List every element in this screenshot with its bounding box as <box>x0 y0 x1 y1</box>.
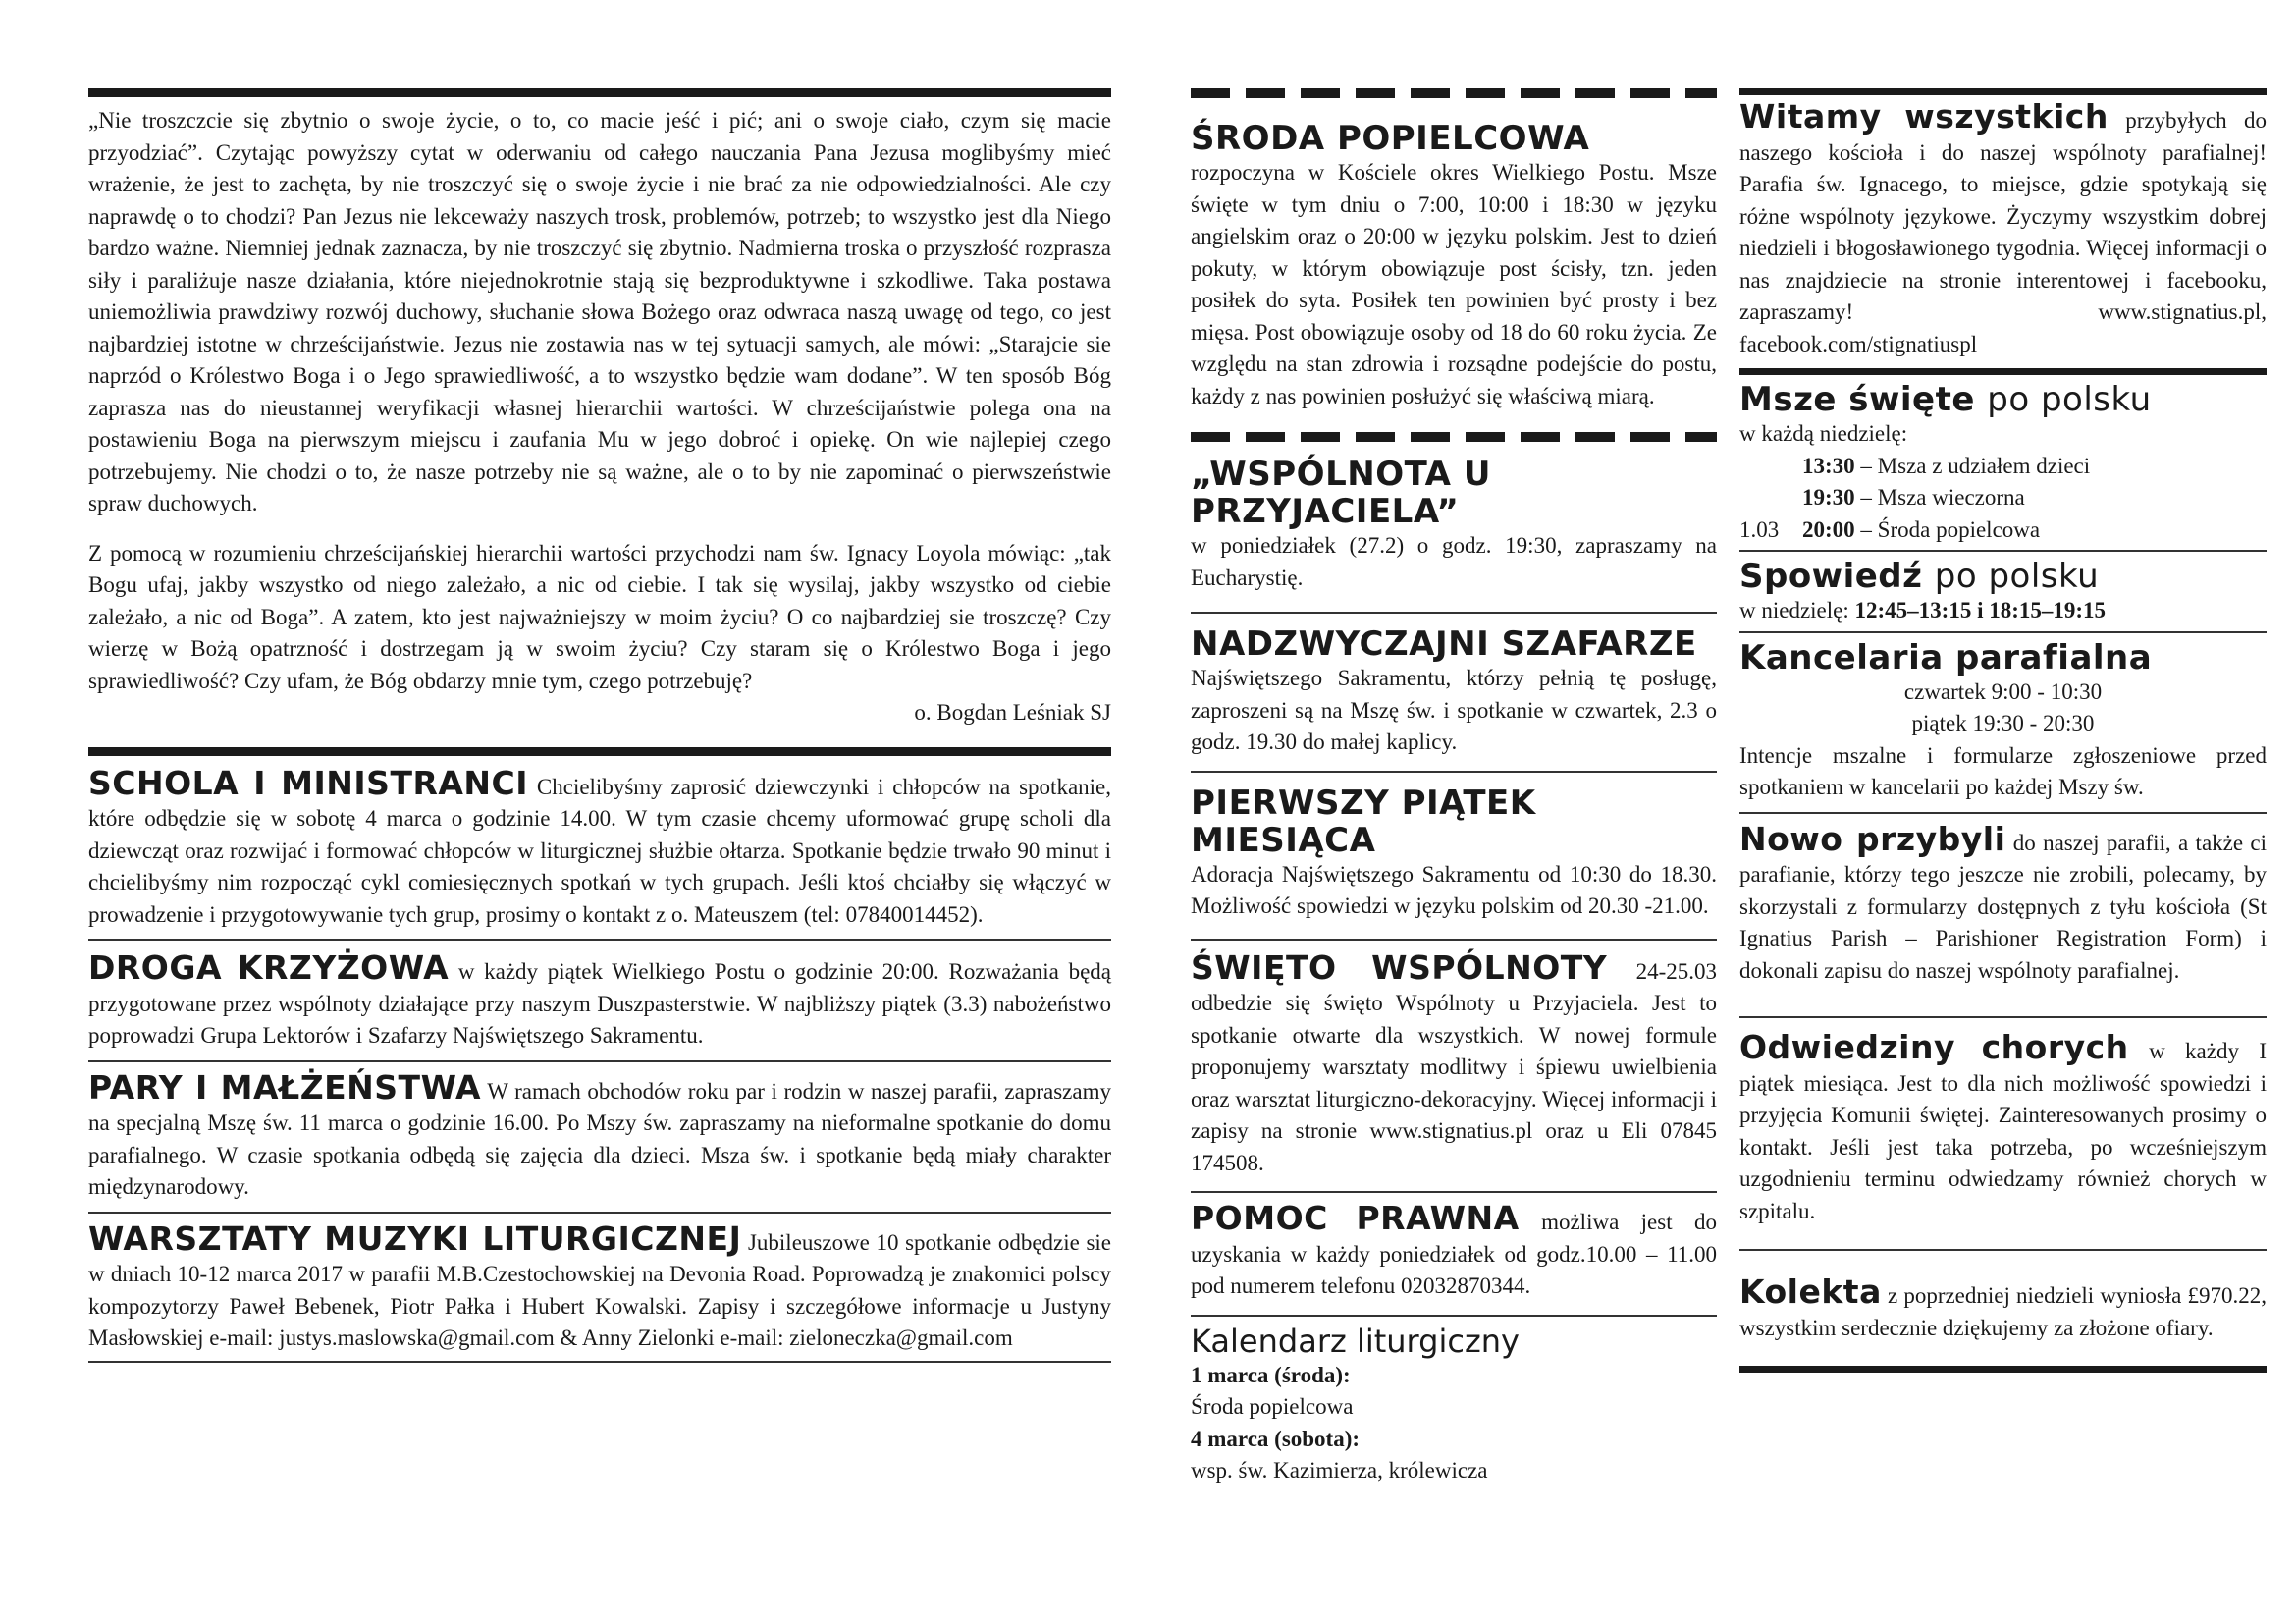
piatek-text: Adoracja Najświętszego Sakramentu od 10:30 do 18.30. Możliwość spowiedzi w języku polskim od 20.30 -21.00. <box>1191 861 1717 918</box>
spowiedz-title: Spowiedź po polsku <box>1739 557 2100 596</box>
intro-paragraph-2: Z pomocą w rozumieniu chrześcijańskiej hierarchii wartości przychodzi nam św. Ignacy Loyola mówiąc: „tak Bogu ufaj, jakby wszystko od niego zależało, a nic od ciebie. I tak się wysilaj, jakby wszystko od ciebie zależało, a nic od Boga”. A zatem, kto jest najważniejszy w moim życiu? O co najbardziej sie troszczę? Czy wierzę w Bożą opatrzność i dostrzegam ją w swoim życiu? Czy staram się o Królestwo Boga i jego sprawiedliwość? Czy ufam, że Bóg obdarzy mnie tym, czego potrzebuję? <box>88 540 1111 693</box>
warsztaty-text: Jubileuszowe 10 spotkanie odbędzie sie w dniach 10-12 marca 2017 w parafii M.B.Czestochowskiej na Devonia Road. Poprowadzą je znakomici polscy kompozytorzy Paweł Bebenek, Piotr Pałka i Hubert Kowalski. Zapisy i szczegółowe informacje u Justyny Masłowskiej e-mail: justys.maslowska@gmail.com & Anny Zielonki e-mail: zieloneczka@gmail.com <box>88 1229 1112 1350</box>
msze-intro: w każdą niedzielę: <box>1739 421 1908 446</box>
kancelaria-title: Kancelaria parafialna <box>1739 637 2153 677</box>
column-middle <box>1191 88 1717 1488</box>
kancelaria-text: Intencje mszalne i formularze zgłoszeniowe przed spotkaniem w kancelarii po każdej Mszy św. <box>1739 742 2267 799</box>
bottom-rule <box>1739 1366 2267 1373</box>
msze-row-3: 1.03 20:00 – Środa popielcowa <box>1739 516 2041 542</box>
pomoc-section <box>1191 1199 1717 1303</box>
pary-section <box>88 1067 1111 1204</box>
droga-title: DROGA KRZYŻOWA <box>88 948 450 987</box>
column-left <box>88 88 1111 1363</box>
kolekta-section <box>1739 1272 2267 1344</box>
wspolnota-title: „WSPÓLNOTA U PRZYJACIELA” <box>1191 455 1491 531</box>
nowo-title: Nowo przybyli <box>1739 819 2006 858</box>
pomoc-title: POMOC PRAWNA <box>1191 1199 1520 1237</box>
section-rule <box>88 747 1111 756</box>
dashed-rule <box>1191 432 1717 442</box>
witamy-title: Witamy wszystkich <box>1739 97 2109 135</box>
piatek-title: PIERWSZY PIĄTEK MIESIĄCA <box>1191 783 1536 860</box>
schola-section <box>88 763 1111 932</box>
droga-text: w każdy piątek Wielkiego Postu o godzinie 20:00. Rozważania będą przygotowane przez wspólnoty działające przy naszym Duszpasterstwie. W najbliższy piątek (3.3) nabożeństwo poprowadzi Grupa Lektorów i Szafarzy Najświętszego Sakramentu. <box>88 959 1111 1048</box>
droga-section <box>88 948 1111 1053</box>
kolekta-title: Kolekta <box>1739 1272 1882 1311</box>
column-right <box>1739 88 2267 1373</box>
top-rule <box>88 88 1111 97</box>
section-rule <box>1739 368 2267 375</box>
kancelaria-line-1: czwartek 9:00 - 10:30 <box>1903 678 2103 704</box>
pary-title: PARY I MAŁŻEŃSTWA <box>88 1067 482 1107</box>
szafarze-title: NADZWYCZAJNI SZAFARZE <box>1191 624 1697 664</box>
kolekta-text: z poprzedniej niedzieli wyniosła £970.22, wszystkim serdecznie dziękujemy za złożone ofiary. <box>1739 1283 2267 1340</box>
kalendarz-text-1: Środa popielcowa <box>1191 1394 1354 1419</box>
swieto-text: 24-25.03 odbedzie się święto Wspólnoty u Przyjaciela. Jest to spotkanie otwarte dla wszystkich. W nowej formule proponujemy warsztaty modlitwy i śpiewu uwielbienia oraz warsztat liturgiczno-dekoracyjny. Więcej informacji i zapisy na stronie www.stignatius.pl oraz u Eli 07845 174508. <box>1191 958 1717 1175</box>
msze-title: Msze święte po polsku <box>1739 380 2152 419</box>
witamy-text: przybyłych do naszego kościoła i do naszej wspólnoty parafialnej! Parafia św. Ignacego, to miejsce, gdzie spotykają się różne wspólnoty językowe. Życzymy wszystkim dobrej niedzieli i błogosławionego tygodnia. Więcej informacji o nas znajdziecie na stronie interentowej i facebooku, zapraszamy! www.stignatius.pl, facebook.com/stignatiuspl <box>1739 108 2268 356</box>
top-rule <box>1739 88 2267 95</box>
msze-row-1: 13:30 – Msza z udziałem dzieci <box>1802 453 2091 478</box>
witamy-section <box>1739 97 2268 360</box>
swieto-section <box>1191 947 1717 1180</box>
odwiedziny-text: w każdy I piątek miesiąca. Jest to dla nich możliwość spowiedzi i przyjęcia Komunii świętej. Zainteresowanych prosimy o kontakt. Jeśli jest taka potrzeba, po wcześniejszym uzgodnieniu terminu odwiedzamy również chorych w szpitalu. <box>1739 1039 2267 1223</box>
swieto-title: ŚWIĘTO WSPÓLNOTY <box>1191 947 1608 987</box>
szafarze-text: Najświętszego Sakramentu, którzy pełnią tę posługę, zaproszeni są na Mszę św. i spotkanie w czwartek, 2.3 o godz. 19.30 do małej kaplicy. <box>1191 666 1717 754</box>
pary-text: W ramach obchodów roku par i rodzin w naszej parafii, zapraszamy na specjalną Mszę św. 11 marca o godzinie 16.00. Po Mszy św. zapraszamy na nieformalne spotkanie do domu parafialnego. W czasie spotkania odbędą się zajęcia dla dzieci. Msza św. i spotkanie będą miały charakter międzynarodowy. <box>88 1078 1111 1199</box>
kalendarz-title: Kalendarz liturgiczny <box>1191 1322 1520 1360</box>
kalendarz-date-2: 4 marca (sobota): <box>1191 1426 1361 1451</box>
nowo-text: do naszej parafii, a także ci parafianie, którzy tego jeszcze nie zrobili, polecamy, by skorzystali z formularzy dostępnych z tyłu kościoła (St Ignatius Parish – Parishioner Registration Form) i dokonali zapisu do naszej wspólnoty parafialnej. <box>1739 830 2268 983</box>
section-rule <box>88 1361 1111 1363</box>
nowo-section <box>1739 819 2268 988</box>
msze-row-2: 19:30 – Msza wieczorna <box>1802 485 2025 510</box>
dashed-rule <box>1191 88 1717 98</box>
kalendarz-date-1: 1 marca (środa): <box>1191 1362 1351 1387</box>
warsztaty-section <box>88 1218 1112 1355</box>
wspolnota-text: w poniedziałek (27.2) o godz. 19:30, zapraszamy na Eucharystię. <box>1191 533 1717 590</box>
odwiedziny-title: Odwiedziny chorych <box>1739 1028 2129 1066</box>
sroda-text: rozpoczyna w Kościele okres Wielkiego Postu. Msze święte w tym dniu o 7:00, 10:00 i 18:30 w języku angielskim oraz o 20:00 w języku polskim. Jest to dzień pokuty, w którym obowiązuje post ścisły, tzn. jeden posiłek do syta. Posiłek ten powinien być prosty i bez mięsa. Post obowiązuje osoby od 18 do 60 roku życia. Ze względu na stan zdrowia i rozsądne podejście do postu, każdy z nas powinien posłużyć się właściwą miarą. <box>1191 160 1717 408</box>
pomoc-text: możliwa jest do uzyskania w każdy poniedziałek od godz.10.00 – 11.00 pod numerem telefonu 02032870344. <box>1191 1210 1717 1298</box>
author-signature: o. Bogdan Leśniak SJ <box>914 700 1111 725</box>
schola-text: Chcielibyśmy zaprosić dziewczynki i chłopców na spotkanie, które odbędzie się w sobotę 4 marca o godzinie 14.00. W tym czasie chcemy uformować grupę scholi dla dziewcząt oraz rozwijać i formować chłopców w liturgicznej służbie ołtarza. Spotkanie będzie trwało 90 minut i chcielibyśmy nim rozpocząć cykl comiesięcznych spotkań w tych grupach. Jeśli ktoś chciałby się włączyć w prowadzenie i przygotowywanie tych grup, prosimy o kontakt z o. Mateuszem (tel: 07840014452). <box>88 774 1111 927</box>
kalendarz-text-2: wsp. św. Kazimierza, królewicza <box>1191 1458 1488 1483</box>
spowiedz-times: w niedzielę: 12:45–13:15 i 18:15–19:15 <box>1739 598 2107 623</box>
schola-title: SCHOLA I MINISTRANCI <box>88 763 529 802</box>
warsztaty-title: WARSZTATY MUZYKI LITURGICZNEJ <box>88 1218 742 1258</box>
intro-paragraph-1: „Nie troszczcie się zbytnio o swoje życie, o to, co macie jeść i pić; ani o swoje ciało, czym się macie przyodziać”. Czytając powyższy cytat w oderwaniu od całego nauczania Pana Jezusa moglibyśmy mieć wrażenie, że jest to zachęta, by nie troszczyć się o swoje życie i nie brać za nie odpowiedzialności. Ale czy naprawdę o to chodzi? Pan Jezus nie lekceważy naszych trosk, problemów, potrzeb; to wszystko jest dla Niego bardzo ważne. Niemniej jednak zaznacza, by nie troszczyć się zbytnio. Nadmierna troska o przyszłość rozprasza siły i paraliżuje nasze działania, które niejednokrotnie stają się bezproduktywne i szkodliwe. Taka postawa uniemożliwia prawdziwy rozwój duchowy, słuchanie słowa Bożego oraz odwraca naszą uwagę od tego, co jest najbardziej istotne w chrześcijaństwie. Jezus nie zostawia nas w tej sytuacji samych, ale mówi: „Starajcie sie naprzód o Królestwo Boga i o Jego sprawiedliwość, a to wszystko będzie wam dodane”. W ten sposób Bóg zaprasza nas do nieustannej weryfikacji własnej hierarchii wartości. W chrześcijaństwie polega ona na postawieniu Boga na pierwszym miejscu i zaufania Mu w jego dobroć i opiekę. On wie najlepiej czego potrzebujemy. Nie chodzi o to, że nasze potrzeby nie są ważne, ale o to by nie zapominać o pierwszeństwie spraw duchowych. <box>88 108 1111 515</box>
odwiedziny-section <box>1739 1028 2267 1227</box>
sroda-title: ŚRODA POPIELCOWA <box>1191 119 1590 158</box>
kancelaria-line-2: piątek 19:30 - 20:30 <box>1911 711 2095 735</box>
